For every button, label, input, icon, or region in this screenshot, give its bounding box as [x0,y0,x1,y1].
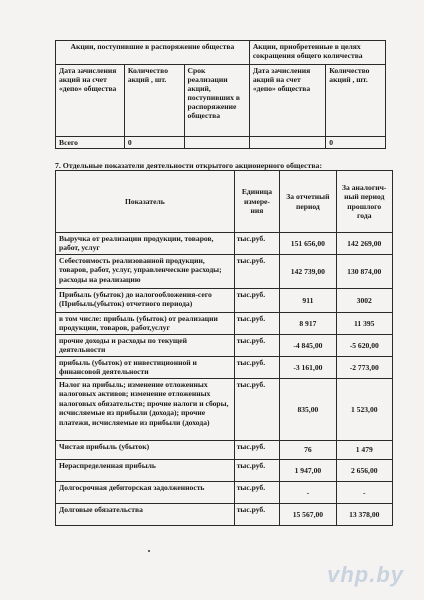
indicator-name: прибыль (убыток) от инвестиционной и финансовой деятельности [56,357,235,379]
indicator-name: прочие доходы и расходы по текущей деятельности [56,335,235,357]
current-value: 8 917 [280,313,336,335]
current-value: 142 739,00 [280,255,336,289]
table-row [56,482,393,504]
unit-cell: тыс.руб. [234,460,280,482]
col-sale-term: Срок реализации акций, поступивших в распоряжение общества [184,65,249,137]
shares-acquired-header: Акции, приобретенные в целях сокращения общего количества [249,41,385,65]
unit-cell: тыс.руб. [234,379,280,441]
indicator-name: в том числе: прибыль (убыток) от реализации продукции, товаров, работ,услуг [56,313,235,335]
previous-value: 3002 [336,289,392,313]
shares-received-header: Акции, поступившие в распоряжение общества [56,41,250,65]
indicator-name: Чистая прибыль (убыток) [56,441,235,460]
table-row [56,441,393,460]
previous-value: 11 395 [336,313,392,335]
total-label: Всего [56,137,125,149]
col-share-count: Количество акций , шт. [124,65,184,137]
current-value: - [280,482,336,504]
previous-value: - [336,482,392,504]
section-title: 7. Отдельные показатели деятельности открытого акционерного общества: [55,161,323,170]
previous-value: -2 773,00 [336,357,392,379]
unit-cell: тыс.руб. [234,255,280,289]
indicator-name: Нераспределенная прибыль [56,460,235,482]
col-share-count-2: Количество акций , шт. [326,65,386,137]
table-row [56,504,393,526]
current-value: -3 161,00 [280,357,336,379]
unit-cell: тыс.руб. [234,441,280,460]
previous-value: 130 874,00 [336,255,392,289]
unit-cell: тыс.руб. [234,482,280,504]
table-row [56,313,393,335]
current-value: 835,00 [280,379,336,441]
col-deposit-date: Дата зачисления акций на счет «депо» общества [56,65,125,137]
watermark-logo: vhp.by [327,562,404,587]
indicator-name: Прибыль (убыток) до налогообложения-сего (Прибыль(убыток) отчетного периода) [56,289,235,313]
indicator-name: Выручка от реализации продукции, товаров, работ, услуг [56,233,235,255]
scan-speck [148,550,150,552]
unit-cell: тыс.руб. [234,313,280,335]
previous-value: 1 523,00 [336,379,392,441]
header-indicator: Показатель [56,171,235,233]
current-value: 1 947,00 [280,460,336,482]
previous-value: 13 378,00 [336,504,392,526]
indicator-name: Налог на прибыль; изменение отложенных налоговых активов; изменение отложенных налоговых обязательств; прочие налоги и сборы, исчисляемые из прибыли (дохода); прочие платежи, исчисляемые из прибыли (дохода) [56,379,235,441]
table-row [56,255,393,289]
table-row [56,335,393,357]
unit-cell: тыс.руб. [234,504,280,526]
table-row [56,233,393,255]
current-value: 76 [280,441,336,460]
current-value: -4 845,00 [280,335,336,357]
total-right-value: 0 [326,137,386,149]
header-unit: Единица измере-ния [234,171,280,233]
previous-value: 1 479 [336,441,392,460]
table-row [56,357,393,379]
previous-value: 2 656,00 [336,460,392,482]
indicators-table [55,170,393,526]
table-row [56,379,393,441]
shares-table [55,40,386,149]
unit-cell: тыс.руб. [234,357,280,379]
previous-value: 142 269,00 [336,233,392,255]
table-row [56,460,393,482]
previous-value: -5 620,00 [336,335,392,357]
indicator-name: Долгосрочная дебиторская задолженность [56,482,235,504]
header-current-period: За отчетный период [280,171,336,233]
unit-cell: тыс.руб. [234,289,280,313]
unit-cell: тыс.руб. [234,335,280,357]
header-previous-period: За аналогич-ный период прошлого года [336,171,392,233]
col-deposit-date-2: Дата зачисления акций на счет «депо» общества [249,65,325,137]
current-value: 151 656,00 [280,233,336,255]
current-value: 15 567,00 [280,504,336,526]
indicator-name: Долговые обязательства [56,504,235,526]
unit-cell: тыс.руб. [234,233,280,255]
indicator-name: Себестоимость реализованной продукции, товаров, работ, услуг, управленческие расходы; расходы на реализацию [56,255,235,289]
total-left-value: 0 [124,137,184,149]
table-row [56,289,393,313]
current-value: 911 [280,289,336,313]
